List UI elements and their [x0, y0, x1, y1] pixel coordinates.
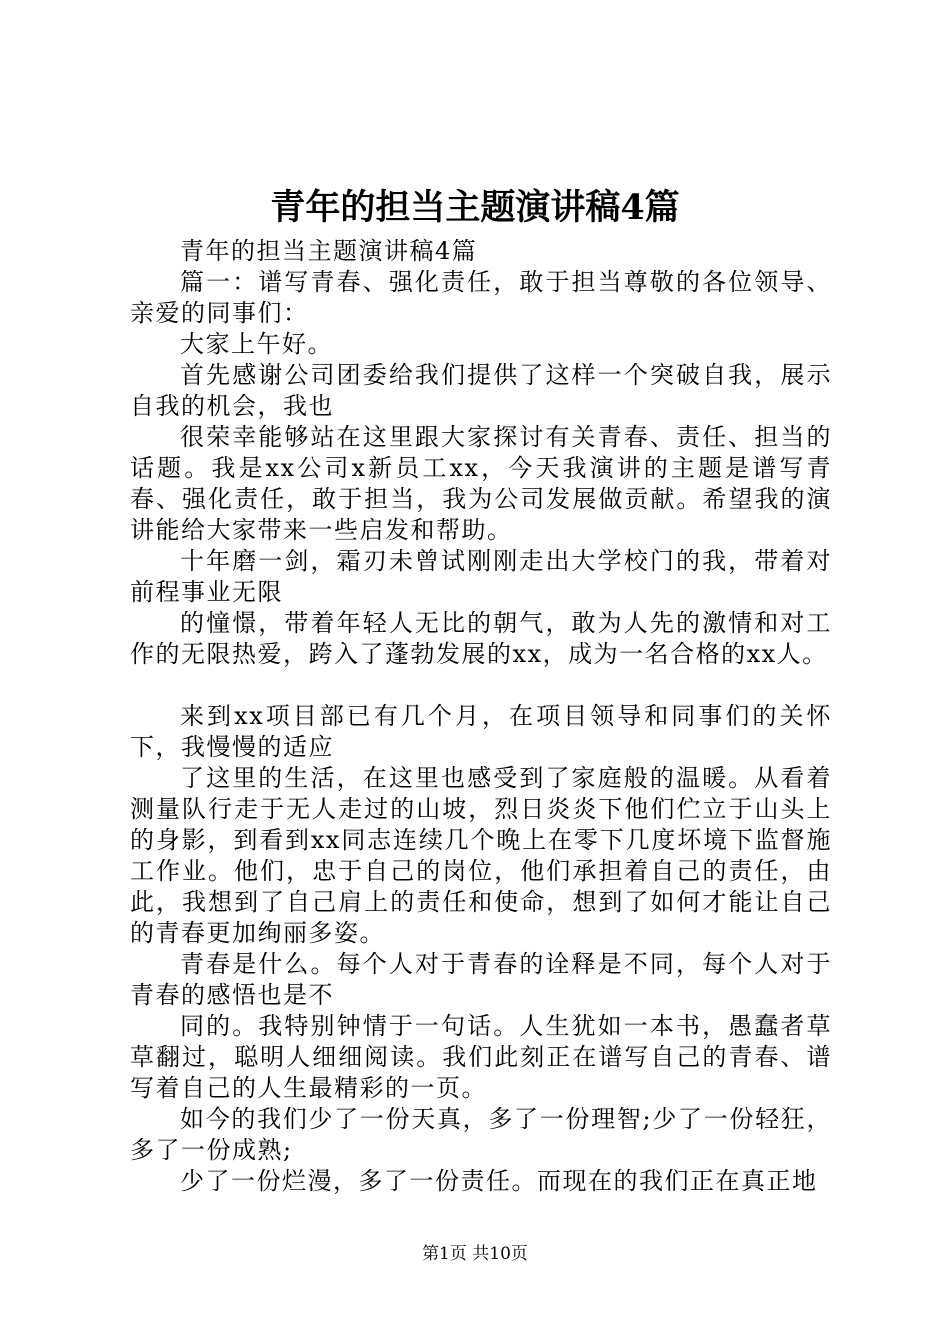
paragraph: 来到xx项目部已有几个月，在项目领导和同事们的关怀下，我慢慢的适应: [130, 702, 832, 761]
paragraph: 的憧憬，带着年轻人无比的朝气，敢为人先的激情和对工作的无限热爱，跨入了蓬勃发展的xx，成为一名合格的xx人。: [130, 609, 832, 668]
paragraph: 大家上午好。: [180, 330, 333, 358]
page-number-footer: 第1页 共10页: [422, 1244, 528, 1264]
paragraph: 如今的我们少了一份天真，多了一份理智;少了一份轻狂，多了一份成熟;: [130, 1105, 832, 1164]
paragraph: 十年磨一剑，霜刃未曾试刚刚走出大学校门的我，带着对前程事业无限: [130, 547, 832, 606]
paragraph-heading: 青年的担当主题演讲稿4篇: [180, 237, 478, 265]
paragraph: 青春是什么。每个人对于青春的诠释是不同，每个人对于青春的感悟也是不: [130, 950, 832, 1009]
document-body: [130, 236, 832, 1197]
document-title: 青年的担当主题演讲稿4篇: [270, 187, 680, 228]
paragraph: 同的。我特别钟情于一句话。人生犹如一本书，愚蠢者草草翻过，聪明人细细阅读。我们此刻正在谱写自己的青春、谱写着自己的人生最精彩的一页。: [130, 1012, 832, 1102]
paragraph: 少了一份烂漫，多了一份责任。而现在的我们正在真正地: [180, 1167, 818, 1195]
paragraph: 首先感谢公司团委给我们提供了这样一个突破自我，展示自我的机会，我也: [130, 361, 832, 420]
paragraph: 了这里的生活，在这里也感受到了家庭般的温暖。从看着测量队行走于无人走过的山坡，烈日炎炎下他们伫立于山头上的身影，到看到xx同志连续几个晚上在零下几度坏境下监督施工作业。他们，忠于自己的岗位，他们承担着自己的责任，由此，我想到了自己肩上的责任和使命，想到了如何才能让自己的青春更加绚丽多姿。: [130, 764, 832, 947]
paragraph: 很荣幸能够站在这里跟大家探讨有关青春、责任、担当的话题。我是xx公司x新员工xx，今天我演讲的主题是谱写青春、强化责任，敢于担当，我为公司发展做贡献。希望我的演讲能给大家带来一些启发和帮助。: [130, 423, 832, 544]
paragraph: 篇一：谱写青春、强化责任，敢于担当尊敬的各位领导、亲爱的同事们：: [130, 268, 832, 327]
